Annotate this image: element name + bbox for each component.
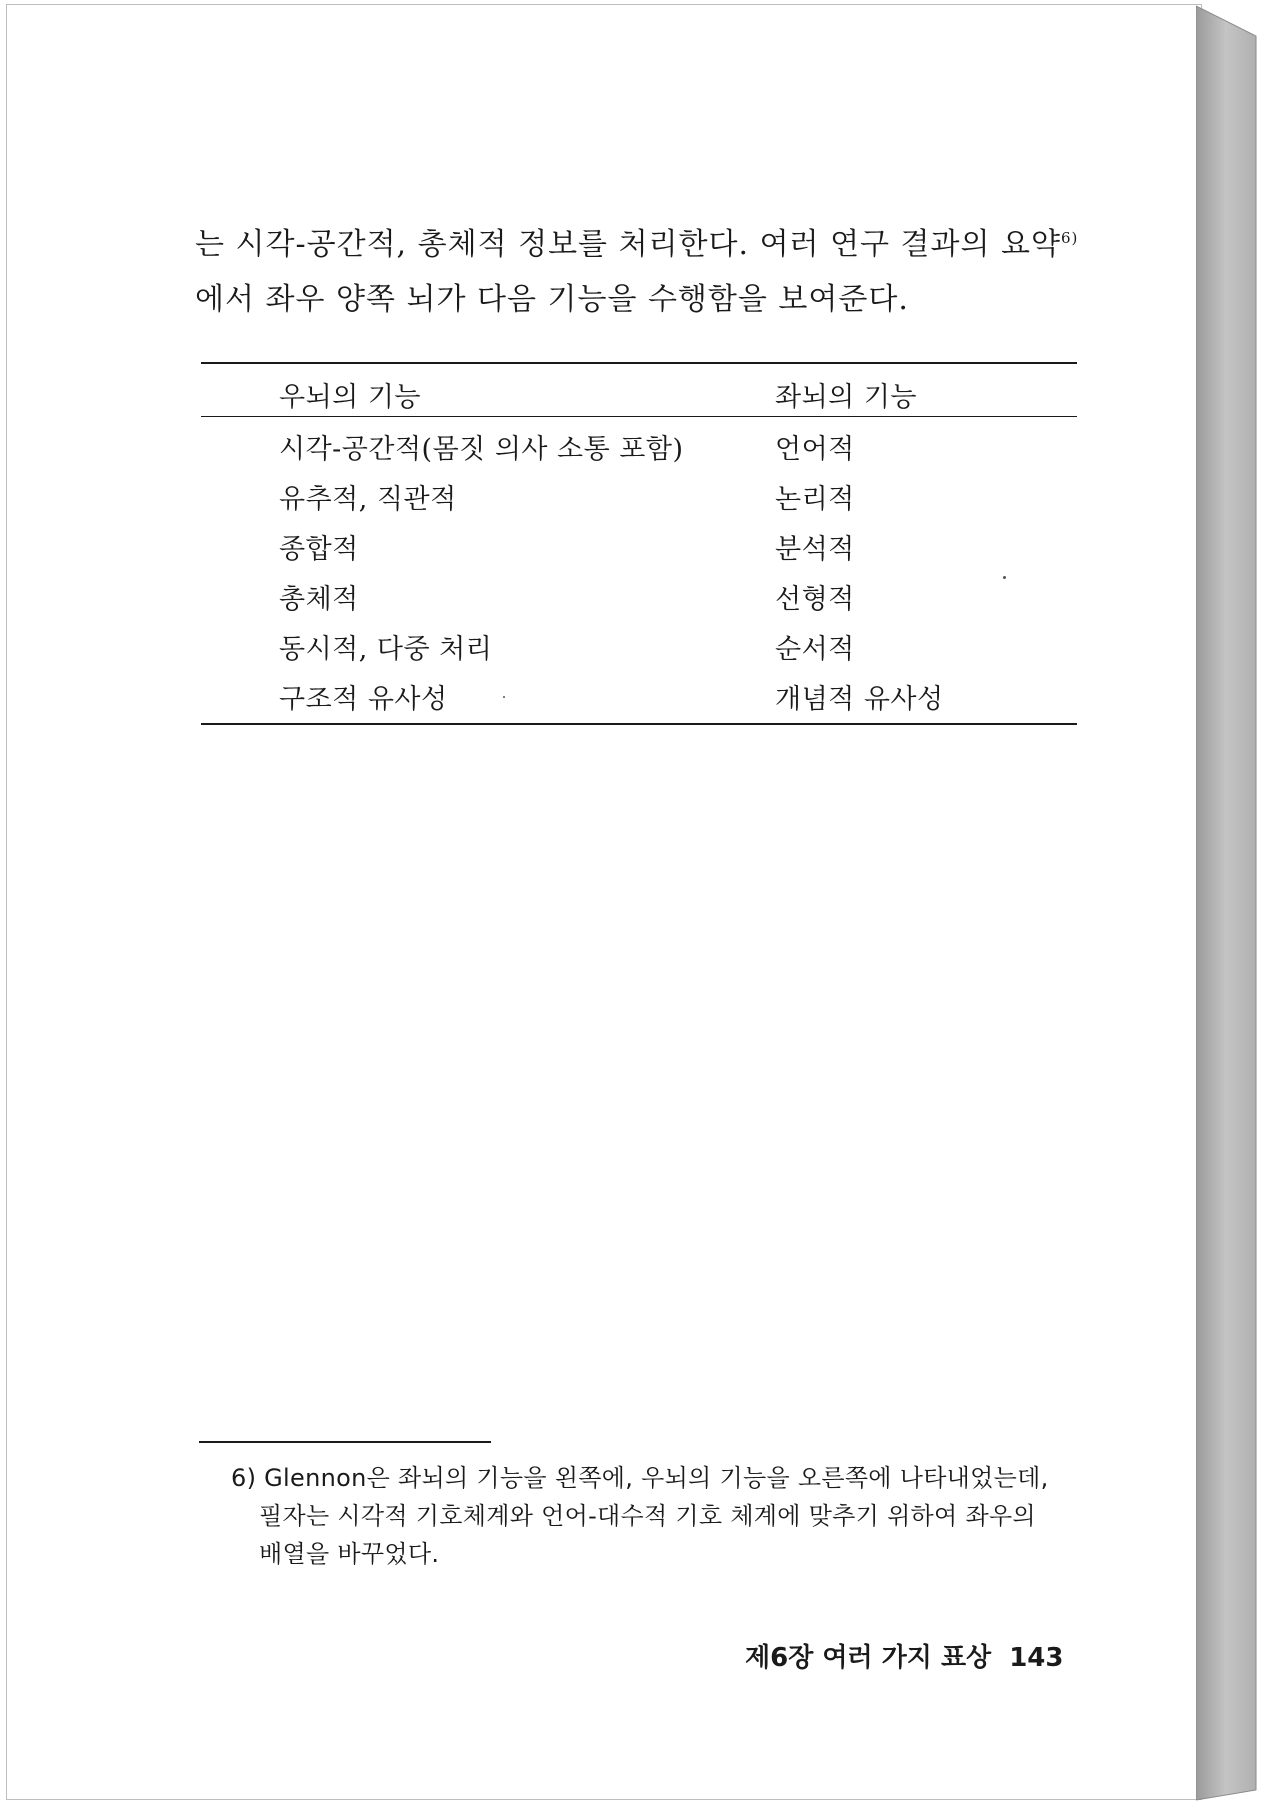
cell-right-brain: 시각-공간적(몸짓 의사 소통 포함) bbox=[279, 434, 684, 465]
page-number: 143 bbox=[1009, 1643, 1064, 1673]
table-row bbox=[201, 519, 1077, 569]
cell-left-brain: 개념적 유사성 bbox=[775, 684, 944, 715]
body-paragraph bbox=[195, 217, 1095, 327]
cell-right-brain: 총체적 bbox=[279, 584, 359, 615]
table-row bbox=[201, 619, 1077, 669]
table-row bbox=[201, 419, 1077, 469]
footnote bbox=[231, 1459, 1091, 1573]
scan-speck bbox=[503, 696, 505, 698]
brain-function-table bbox=[201, 362, 1077, 725]
table-row bbox=[201, 669, 1077, 719]
footnote-rule bbox=[199, 1441, 491, 1443]
cell-right-brain: 종합적 bbox=[279, 534, 359, 565]
cell-right-brain: 동시적, 다중 처리 bbox=[279, 634, 493, 665]
cell-left-brain: 언어적 bbox=[775, 434, 855, 465]
footnote-line-2: 필자는 시각적 기호체계와 언어-대수적 기호 체계에 맞추기 위하여 좌우의 bbox=[259, 1502, 1036, 1530]
cell-left-brain: 선형적 bbox=[775, 584, 855, 615]
footnote-line-3: 배열을 바꾸었다. bbox=[259, 1540, 440, 1568]
table-row bbox=[201, 569, 1077, 619]
table-bottom-rule bbox=[201, 723, 1077, 725]
chapter-title: 제6장 여러 가지 표상 bbox=[745, 1643, 992, 1673]
table-body bbox=[201, 417, 1077, 723]
page-stack-edge bbox=[1196, 0, 1288, 1806]
header-left-brain: 좌뇌의 기능 bbox=[775, 382, 917, 413]
cell-right-brain: 유추적, 직관적 bbox=[279, 484, 457, 515]
cell-left-brain: 논리적 bbox=[775, 484, 855, 515]
table-header-row bbox=[201, 364, 1077, 416]
cell-left-brain: 순서적 bbox=[775, 634, 855, 665]
book-page bbox=[6, 4, 1202, 1800]
header-right-brain: 우뇌의 기능 bbox=[279, 382, 421, 413]
page-footer bbox=[745, 1637, 1063, 1674]
footnote-reference: 6) bbox=[1061, 229, 1079, 247]
cell-right-brain: 구조적 유사성 bbox=[279, 684, 448, 715]
table-row bbox=[201, 469, 1077, 519]
paragraph-line-2: 에서 좌우 양쪽 뇌가 다음 기능을 수행함을 보여준다. bbox=[195, 282, 909, 317]
paragraph-line-1: 는 시각-공간적, 총체적 정보를 처리한다. 여러 연구 결과의 요약 bbox=[195, 227, 1061, 262]
cell-left-brain: 분석적 bbox=[775, 534, 855, 565]
footnote-line-1: 6) Glennon은 좌뇌의 기능을 왼쪽에, 우뇌의 기능을 오른쪽에 나타내었는데, bbox=[231, 1464, 1049, 1492]
scan-speck bbox=[1003, 576, 1006, 579]
